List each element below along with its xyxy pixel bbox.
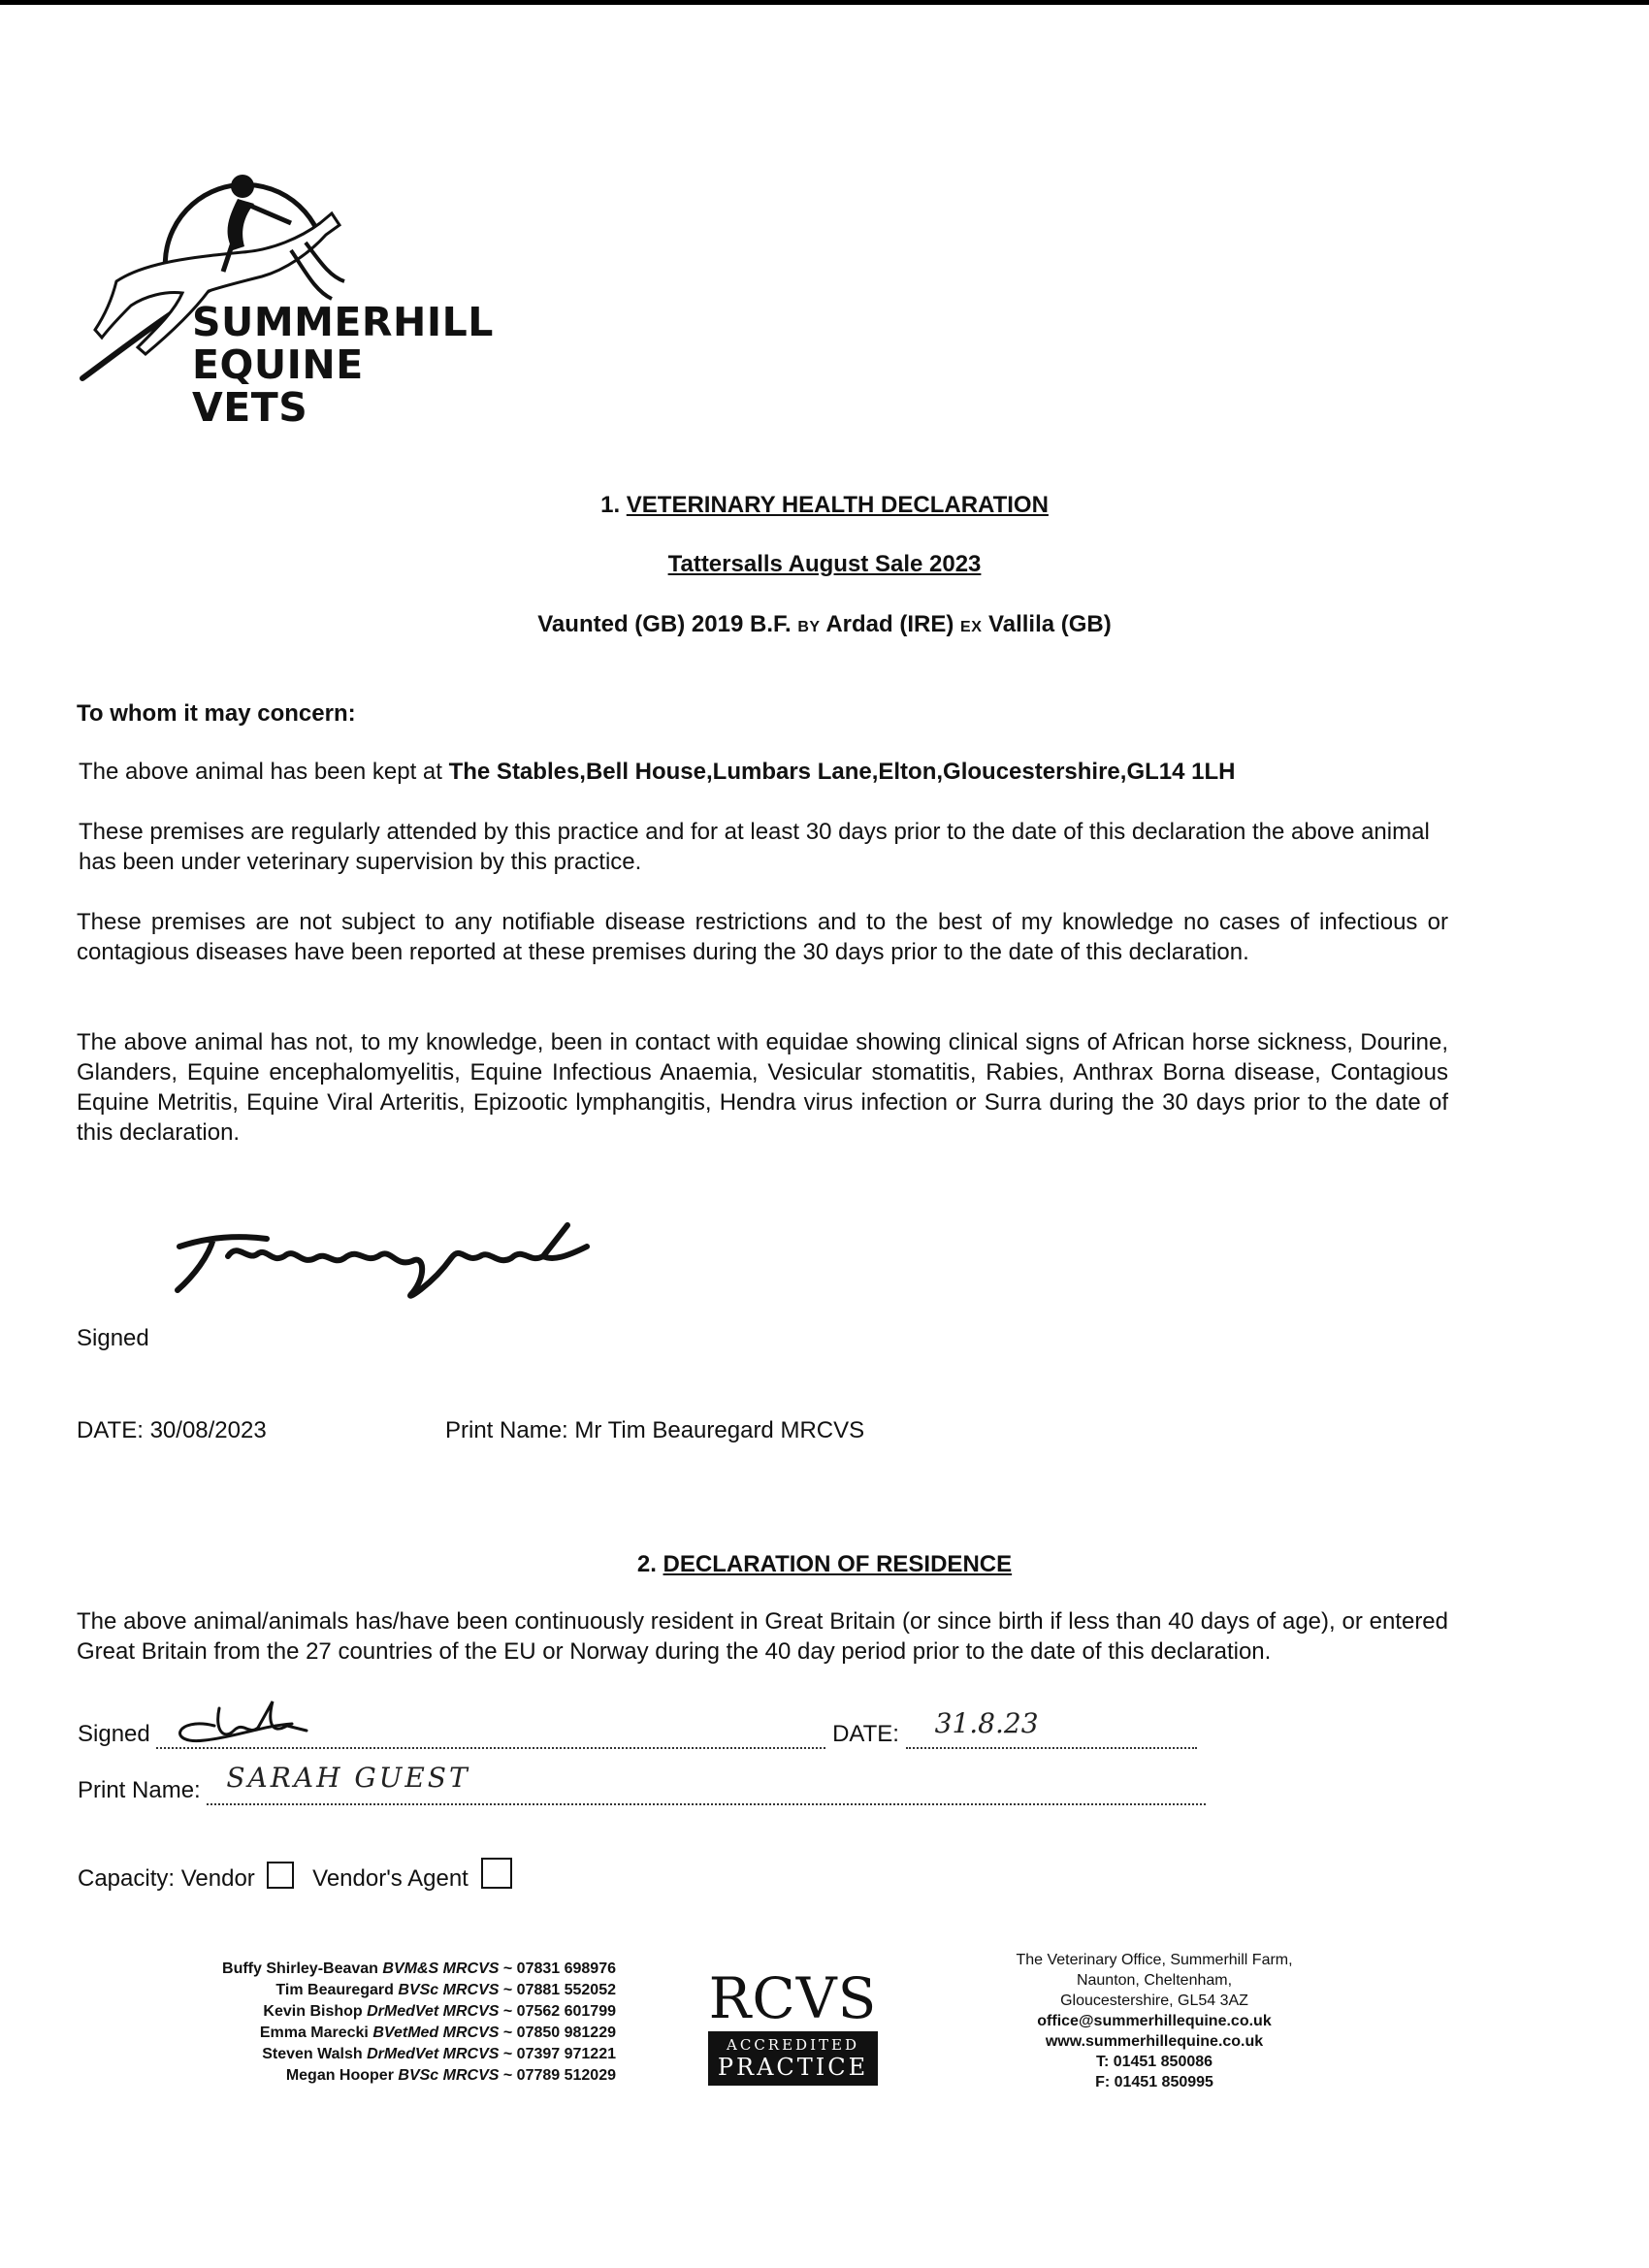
- staff-entry: [78, 2044, 616, 2065]
- vet-signature: [170, 1217, 606, 1305]
- office-fax: F: 01451 850995: [1095, 2074, 1213, 2090]
- vendor-date-label: DATE:: [832, 1721, 899, 1747]
- staff-phone: ~ 07562 601799: [502, 2003, 616, 2020]
- vendor-print-name-label: Print Name:: [78, 1777, 201, 1803]
- office-website: www.summerhillequine.co.uk: [1045, 2033, 1264, 2050]
- sire-name: Ardad (IRE): [825, 611, 954, 637]
- vendor-date-line: [906, 1707, 1197, 1749]
- section2-heading: [0, 1549, 1649, 1579]
- vet-date-value: 30/08/2023: [149, 1417, 267, 1443]
- office-address-block: [970, 1950, 1339, 2092]
- staff-entry: [78, 2065, 616, 2087]
- kept-address: The Stables,Bell House,Lumbars Lane,Elton,Gloucestershire,GL14 1LH: [448, 759, 1236, 785]
- vendor-date-value: 31.8.23: [934, 1707, 1039, 1739]
- staff-entry: [78, 2001, 616, 2023]
- horse-name: Vaunted (GB) 2019 B.F.: [537, 611, 792, 637]
- vendor-print-name-row: [78, 1762, 1242, 1814]
- staff-qualification: BVetMed MRCVS: [372, 2025, 500, 2041]
- agent-checkbox[interactable]: [481, 1858, 512, 1889]
- section2-title: DECLARATION OF RESIDENCE: [663, 1551, 1013, 1577]
- logo-name-line1: SUMMERHILL: [192, 299, 494, 345]
- staff-phone: ~ 07881 552052: [502, 1982, 616, 1998]
- vendor-option-label: Vendor: [180, 1865, 255, 1892]
- rcvs-accreditation-badge: [708, 1965, 878, 2086]
- staff-entry: [78, 1959, 616, 1980]
- office-line3: Gloucestershire, GL54 3AZ: [1060, 1993, 1248, 2009]
- residence-paragraph: The above animal/animals has/have been continuously resident in Great Britain (or since birth if less than 40 days of age), or entered Great Britain from the 27 countries of the EU or Norway during the 40 day period prior to the date of this declaration.: [77, 1608, 1448, 1665]
- vet-print-name: [445, 1415, 864, 1445]
- section1-title: VETERINARY HEALTH DECLARATION: [626, 492, 1049, 518]
- staff-name: Steven Walsh: [262, 2046, 363, 2062]
- section1-number: 1.: [600, 492, 621, 518]
- vendor-checkbox[interactable]: [267, 1862, 294, 1889]
- disease-restrictions-paragraph: These premises are not subject to any notifiable disease restrictions and to the best of my knowledge no cases of infectious or contagious diseases have been reported at these premises during the 30 days prior to the date of this declaration.: [77, 909, 1448, 965]
- vet-print-name-label: Print Name:: [445, 1417, 568, 1443]
- vet-signed-label: Signed: [77, 1325, 149, 1351]
- salutation: To whom it may concern:: [77, 700, 356, 727]
- scan-top-border: [0, 0, 1649, 5]
- rcvs-accredited-box: [708, 2031, 878, 2086]
- staff-name: Kevin Bishop: [263, 2003, 363, 2020]
- staff-name: Emma Marecki: [259, 2025, 369, 2041]
- vendor-signed-label: Signed: [78, 1721, 150, 1747]
- vet-date: [77, 1415, 267, 1445]
- staff-entry: [78, 2023, 616, 2044]
- logo-name-line2: EQUINE VETS: [192, 341, 364, 431]
- staff-phone: ~ 07397 971221: [502, 2046, 616, 2062]
- kept-prefix: The above animal has been kept at: [79, 759, 442, 785]
- supervision-paragraph: These premises are regularly attended by this practice and for at least 30 days prior to the date of this declaration the above animal has been under veterinary supervision by this practice.: [79, 819, 1430, 875]
- staff-name: Buffy Shirley-Beavan: [222, 1960, 378, 1977]
- section1-heading: [0, 490, 1649, 520]
- practice-logo: [78, 146, 494, 431]
- agent-option-label: Vendor's Agent: [312, 1865, 469, 1892]
- vendor-signed-row: [78, 1707, 1242, 1758]
- staff-qualification: BVSc MRCVS: [398, 1982, 500, 1998]
- staff-entry: [78, 1980, 616, 2001]
- staff-qualification: BVM&S MRCVS: [382, 1960, 500, 1977]
- staff-qualification: DrMedVet MRCVS: [367, 2046, 500, 2062]
- vet-date-label: DATE:: [77, 1417, 144, 1443]
- rcvs-wordmark: RCVS: [708, 1965, 878, 2031]
- staff-qualification: BVSc MRCVS: [398, 2067, 500, 2084]
- kept-at-statement: [79, 757, 1456, 787]
- ex-label: EX: [960, 619, 983, 635]
- horse-pedigree: [0, 609, 1649, 642]
- section2-number: 2.: [636, 1551, 657, 1577]
- capacity-label: Capacity:: [78, 1865, 176, 1892]
- equidae-contact-paragraph: The above animal has not, to my knowledge, been in contact with equidae showing clinical signs of African horse sickness, Dourine, Glanders, Equine encephalomyelitis, Equine Infectious Anaemia, Vesicular stomatitis, Rabies, Anthrax Borna disease, Contagious Equine Metritis, Equine Viral Arteritis, Epizootic lymphangitis, Hendra virus infection or Surra during the 30 days prior to the date of this declaration.: [77, 1029, 1448, 1146]
- by-label: BY: [797, 619, 821, 635]
- vendor-signature-scrawl: [156, 1697, 321, 1750]
- staff-phone: ~ 07850 981229: [502, 2025, 616, 2041]
- vet-signature-scrawl: [170, 1217, 606, 1305]
- staff-phone: ~ 07789 512029: [502, 2067, 616, 2084]
- office-telephone: T: 01451 850086: [1095, 2054, 1213, 2070]
- rcvs-practice: PRACTICE: [717, 2054, 869, 2081]
- rcvs-accredited: ACCREDITED: [727, 2036, 859, 2054]
- vendor-print-name-line: [207, 1762, 1206, 1805]
- staff-qualification: DrMedVet MRCVS: [367, 2003, 500, 2020]
- vendor-signature-line: [156, 1726, 825, 1749]
- staff-name: Megan Hooper: [285, 2067, 394, 2084]
- staff-phone: ~ 07831 698976: [502, 1960, 616, 1977]
- office-email: office@summerhillequine.co.uk: [1037, 2013, 1272, 2029]
- capacity-row: [78, 1858, 512, 1894]
- vendor-print-name-value: SARAH GUEST: [226, 1762, 470, 1794]
- dam-name: Vallila (GB): [988, 611, 1112, 637]
- sale-name: Tattersalls August Sale 2023: [667, 551, 982, 577]
- staff-name: Tim Beauregard: [275, 1982, 394, 1998]
- staff-list: [78, 1959, 616, 2087]
- office-line1: The Veterinary Office, Summerhill Farm,: [1016, 1952, 1293, 1968]
- office-line2: Naunton, Cheltenham,: [1076, 1972, 1233, 1989]
- vet-print-name-value: Mr Tim Beauregard MRCVS: [574, 1417, 865, 1443]
